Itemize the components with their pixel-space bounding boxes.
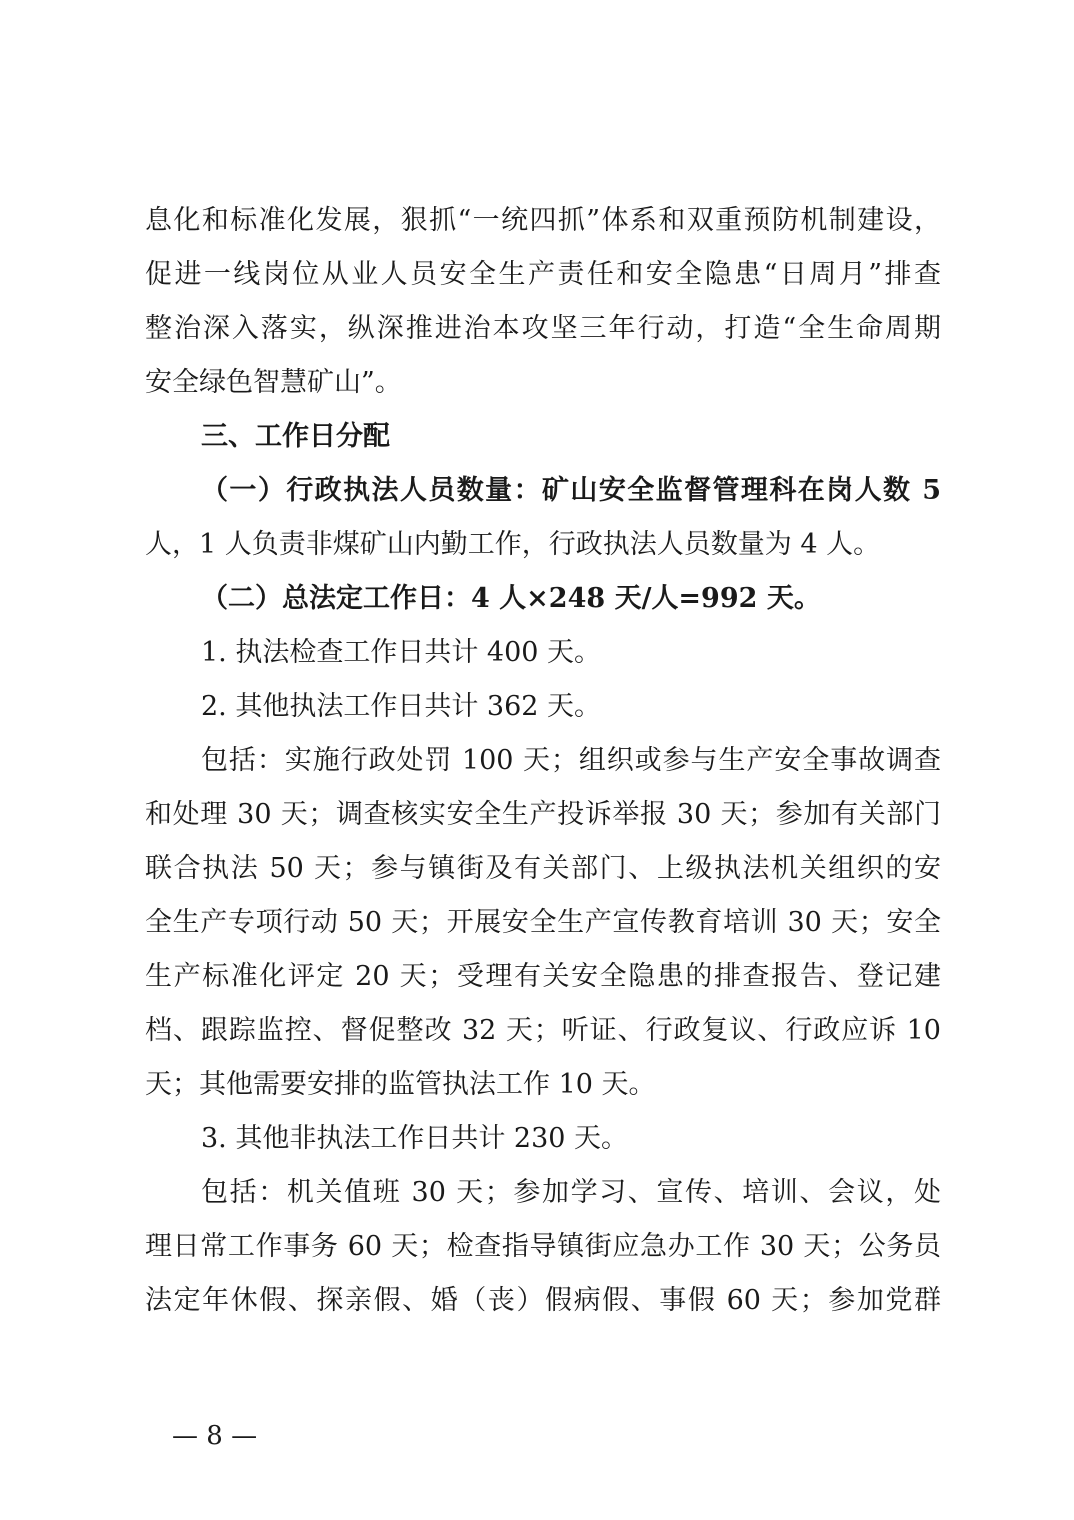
list-item: 2. 其他执法工作日共计 362 天。 — [201, 691, 602, 722]
paragraph-line: 档、跟踪监控、督促整改 32 天；听证、行政复议、行政应诉 10 — [145, 1015, 941, 1046]
subsection-heading-line: （二）总法定工作日：4 人×248 天/人=992 天。 — [201, 583, 821, 614]
paragraph-line: 人，1 人负责非煤矿山内勤工作，行政执法人员数量为 4 人。 — [145, 529, 881, 560]
paragraph-line: 联合执法 50 天；参与镇街及有关部门、上级执法机关组织的安 — [145, 853, 941, 884]
paragraph-line: 生产标准化评定 20 天；受理有关安全隐患的排查报告、登记建 — [145, 961, 941, 992]
paragraph-line: 安全绿色智慧矿山”。 — [145, 367, 402, 398]
paragraph-line: 全生产专项行动 50 天；开展安全生产宣传教育培训 30 天；安全 — [145, 907, 941, 938]
paragraph-line: 包括：机关值班 30 天；参加学习、宣传、培训、会议，处 — [201, 1177, 941, 1208]
paragraph-line: 息化和标准化发展，狠抓“一统四抓”体系和双重预防机制建设， — [145, 205, 941, 236]
section-heading: 三、工作日分配 — [201, 421, 390, 452]
list-item: 1. 执法检查工作日共计 400 天。 — [201, 637, 602, 668]
paragraph-line: 促进一线岗位从业人员安全生产责任和安全隐患“日周月”排查 — [145, 259, 941, 290]
page-number: — 8 — — [172, 1421, 258, 1451]
paragraph-line: 和处理 30 天；调查核实安全生产投诉举报 30 天；参加有关部门 — [145, 799, 941, 830]
body-text — [145, 194, 941, 1328]
paragraph-line: 整治深入落实，纵深推进治本攻坚三年行动，打造“全生命周期 — [145, 313, 941, 344]
list-item: 3. 其他非执法工作日共计 230 天。 — [201, 1123, 629, 1154]
paragraph-line: 天；其他需要安排的监管执法工作 10 天。 — [145, 1069, 656, 1100]
paragraph-line: 理日常工作事务 60 天；检查指导镇街应急办工作 30 天；公务员 — [145, 1231, 941, 1262]
paragraph-line: 包括：实施行政处罚 100 天；组织或参与生产安全事故调查 — [201, 745, 941, 776]
subsection-heading-line: （一）行政执法人员数量：矿山安全监督管理科在岗人数 5 — [201, 475, 941, 506]
paragraph-line: 法定年休假、探亲假、婚（丧）假病假、事假 60 天；参加党群 — [145, 1285, 941, 1316]
